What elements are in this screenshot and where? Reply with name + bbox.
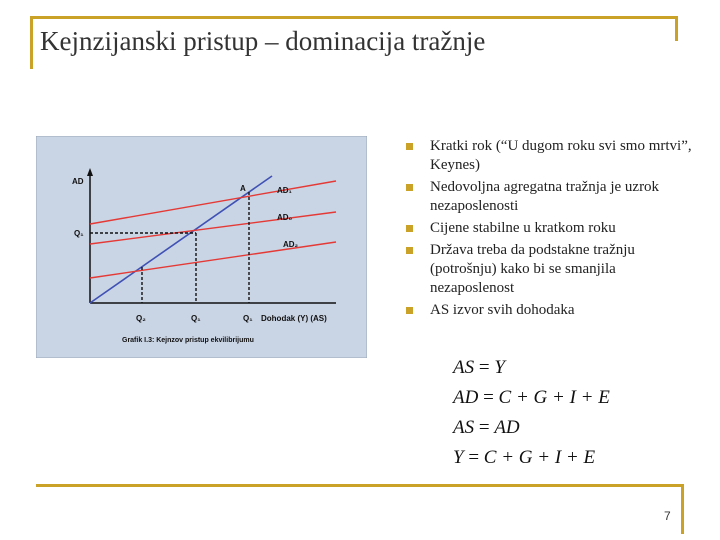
equation-y-sum: Y = C + G + I + E bbox=[453, 447, 596, 468]
square-bullet-icon bbox=[406, 247, 413, 254]
bullet-text: Cijene stabilne u kratkom roku bbox=[430, 220, 616, 236]
bullet-text: Država treba da podstakne tražnju (potrošnju) kako bi se smanjila nezaposlenost bbox=[430, 242, 635, 296]
ad0-label: AD₀ bbox=[277, 213, 293, 222]
figure-background bbox=[36, 136, 367, 358]
bullet-text: Kratki rok (“U dugom roku svi smo mrtvi”, Keynes) bbox=[430, 138, 692, 173]
q-axis-label: Q₁ bbox=[74, 229, 84, 238]
equation-as-ad: AS = AD bbox=[453, 417, 520, 438]
equation-as-y: AS = Y bbox=[453, 357, 505, 378]
square-bullet-icon bbox=[406, 143, 413, 150]
bullet-item bbox=[404, 241, 694, 298]
ad1-label: AD₁ bbox=[277, 186, 292, 195]
figure-graphic bbox=[36, 136, 367, 358]
x-tick-q2: Q₂ bbox=[136, 314, 146, 323]
x-tick-q1-full: Q₁ bbox=[243, 314, 253, 323]
square-bullet-icon bbox=[406, 307, 413, 314]
bullet-list bbox=[404, 137, 694, 323]
equation-ad-sum: AD = C + G + I + E bbox=[453, 387, 610, 408]
equation-block bbox=[453, 353, 610, 473]
x-tick-q1: Q₁ bbox=[191, 314, 201, 323]
figure-caption: Grafik I.3: Kejnzov pristup ekvilibrijumu bbox=[122, 337, 254, 344]
footer-rule bbox=[36, 484, 684, 487]
bullet-item bbox=[404, 178, 694, 216]
x-axis-label: Dohodak (Y) (AS) bbox=[261, 314, 327, 323]
y-axis-label: AD bbox=[72, 177, 84, 186]
bullet-item bbox=[404, 137, 694, 175]
point-a-label: A bbox=[240, 184, 246, 193]
keynes-equilibrium-figure bbox=[36, 136, 367, 358]
bullet-text: Nedovoljna agregatna tražnja je uzrok nezaposlenosti bbox=[430, 179, 660, 214]
slide-title: Kejnzijanski pristup – dominacija tražnje bbox=[40, 26, 486, 56]
bullet-text: AS izvor svih dohodaka bbox=[430, 302, 575, 318]
ad2-label: AD₂ bbox=[283, 240, 299, 249]
square-bullet-icon bbox=[406, 225, 413, 232]
page-number: 7 bbox=[664, 509, 671, 523]
bullet-item bbox=[404, 219, 694, 238]
bullet-item bbox=[404, 301, 694, 320]
square-bullet-icon bbox=[406, 184, 413, 191]
